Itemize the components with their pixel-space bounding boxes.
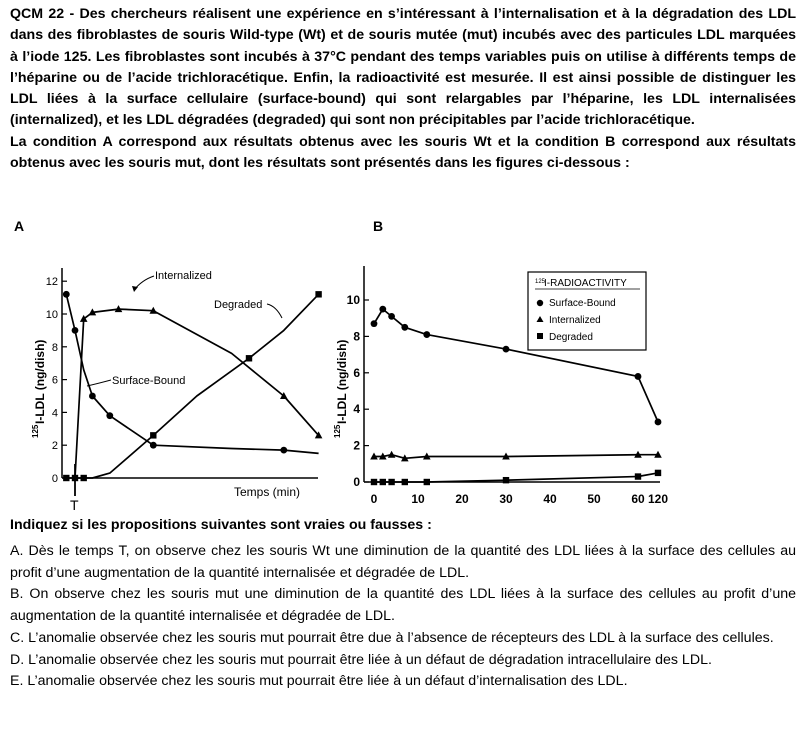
chart-a-ylabel: I-LDL (ng/dish) [33, 339, 47, 424]
chart-b-y-tick-label: 2 [353, 438, 360, 453]
chart-a-y-tick-label: 4 [51, 407, 58, 420]
chart-a-y-tick-label: 8 [51, 341, 58, 354]
chart-a [14, 246, 324, 514]
chart-a-point-degraded [150, 432, 156, 438]
chart-a-point-degraded [246, 355, 252, 361]
chart-a-time-marker: T [70, 497, 79, 513]
chart-b-line-internalized [374, 455, 658, 459]
chart-b-point-degraded [388, 479, 394, 485]
chart-b-point-surface-bound [379, 306, 386, 313]
chart-b-legend-marker-surface-bound [537, 300, 543, 306]
chart-a-y-tick-label: 2 [51, 440, 58, 453]
chart-a-point-surface-bound [72, 327, 79, 334]
chart-b-point-degraded [371, 479, 377, 485]
chart-b-x-tick-label: 40 [543, 492, 557, 506]
chart-b-point-degraded [635, 473, 641, 479]
chart-b-point-surface-bound [655, 419, 662, 426]
chart-a-line-surface-bound [66, 294, 318, 453]
chart-a-point-surface-bound [63, 291, 70, 298]
chart-a-y-tick-label: 0 [51, 473, 58, 485]
proposition-a: A. Dès le temps T, on observe chez les souris Wt une diminution de la quantité des LDL liées à la surface des cellules au profit d’une augmentation de la quantité internalisée et dégradée de LDL. [10, 543, 796, 581]
chart-a-annotation-degraded: Degraded [214, 299, 263, 311]
chart-a-point-surface-bound [280, 447, 287, 454]
chart-b-legend-title: I-RADIOACTIVITY [544, 278, 627, 289]
chart-b-point-degraded [424, 479, 430, 485]
chart-b-point-degraded [655, 470, 661, 476]
chart-a-ylabel-prefix: 125 [31, 424, 40, 438]
chart-b-x-tick-label: 0 [370, 492, 378, 506]
chart-b-point-degraded [503, 477, 509, 483]
proposition-b: B. On observe chez les souris mut une diminution de la quantité des LDL liées à la surface des cellules au profit d’une augmentation de la quantité internalisée et dégradée de LDL. [10, 586, 796, 625]
chart-a-y-ticks [46, 276, 67, 485]
chart-b-ylabel: I-LDL (ng/dish) [335, 339, 349, 424]
chart-a-annotation-arrow-surface-bound [87, 380, 111, 386]
chart-a-y-tick-label: 10 [45, 309, 58, 321]
chart-b-point-surface-bound [635, 373, 642, 380]
chart-a-xlabel: Temps (min) [234, 485, 301, 499]
chart-b-point-internalized [388, 451, 396, 458]
chart-a-point-degraded [315, 291, 321, 297]
proposition-c: C. L’anomalie observée chez les souris mut pourrait être due à l’absence de récepteurs des LDL à la surface des cellules. [10, 629, 774, 646]
chart-b-point-surface-bound [423, 331, 430, 338]
chart-a-markers [63, 291, 323, 481]
chart-b-point-surface-bound [371, 320, 378, 327]
chart-b-x-tick-label: 120 [647, 492, 669, 506]
chart-b-x-tick-label: 50 [587, 492, 601, 506]
chart-b-legend-degraded: Degraded [549, 332, 593, 343]
chart-b-point-surface-bound [388, 313, 395, 320]
chart-b-legend-title-sup: 125 [535, 279, 546, 285]
chart-a-point-degraded [81, 475, 87, 481]
chart-b-legend [528, 272, 646, 350]
chart-b-line-degraded [374, 473, 658, 482]
chart-a-annotation-internalized: Internalized [155, 270, 212, 282]
chart-a-y-tick-label: 12 [45, 276, 58, 289]
chart-b-y-tick-label: 10 [346, 293, 360, 307]
chart-b-y-tick-label: 8 [353, 329, 360, 344]
panel-label-b: B [373, 218, 384, 234]
chart-b-y-tick-label: 0 [353, 475, 360, 489]
propositions-list [10, 541, 796, 693]
intro-paragraph-1: QCM 22 - Des chercheurs réalisent une expérience en s’intéressant à l’internalisation et à la dégradation des LDL dans des fibroblastes de souris Wild-type (Wt) et de souris mutée (mut) incubés avec des particules LDL marquées à l’iode 125. Les fibroblastes sont incubés à 37°C pendant des temps variables puis on utilise à différents temps de l’héparine ou de l’acide trichloracétique. Enfin, la radioactivité est mesurée. Il est ainsi possible de distinguer les LDL liées à la surface cellulaire (surface-bound) qui sont relargables par l’héparine, les LDL internalisées (internalized), et les LDL dégradées (degraded) qui sont non précipitables par l’acide trichloracétique. [10, 6, 796, 129]
chart-b-legend-marker-degraded [537, 333, 543, 339]
chart-a-point-surface-bound [106, 412, 113, 419]
chart-b-point-surface-bound [401, 324, 408, 331]
chart-b-point-surface-bound [503, 346, 510, 353]
chart-b [322, 246, 669, 514]
chart-b-x-tick-label: 30 [499, 492, 513, 506]
question-header: Indiquez si les propositions suivantes sont vraies ou fausses : [10, 517, 432, 533]
proposition-d: D. L’anomalie observée chez les souris mut pourrait être liée à un défaut de dégradation intracellulaire des LDL. [10, 651, 712, 668]
chart-b-point-degraded [402, 479, 408, 485]
chart-b-legend-surface-bound: Surface-Bound [549, 298, 616, 309]
chart-a-point-degraded [63, 475, 69, 481]
question-intro [10, 4, 796, 174]
chart-b-x-ticks [371, 492, 669, 506]
chart-b-x-tick-label: 60 [631, 492, 645, 506]
chart-b-y-tick-label: 6 [353, 365, 360, 380]
panel-label-a: A [14, 218, 25, 234]
chart-a-point-surface-bound [89, 393, 96, 400]
intro-paragraph-2: La condition A correspond aux résultats obtenus avec les souris Wt et la condition B correspond aux résultats obtenus avec les souris mut, dont les résultats sont présentés dans les figures ci-dessous : [10, 133, 796, 172]
chart-b-y-tick-label: 4 [353, 402, 360, 417]
chart-b-point-degraded [380, 479, 386, 485]
chart-b-x-tick-label: 10 [411, 492, 425, 506]
chart-b-legend-internalized: Internalized [549, 315, 601, 326]
chart-a-y-tick-label: 6 [51, 374, 58, 387]
chart-a-annotation-surface-bound: Surface-Bound [112, 375, 186, 387]
chart-b-x-tick-label: 20 [455, 492, 469, 506]
chart-b-ylabel-prefix: 125 [333, 424, 342, 438]
chart-a-point-surface-bound [150, 442, 157, 449]
chart-a-annotation-arrow-degraded [267, 304, 282, 318]
chart-b-y-ticks [347, 293, 369, 489]
proposition-e: E. L’anomalie observée chez les souris mut pourrait être liée à un défaut d’internalisation des LDL. [10, 673, 628, 690]
